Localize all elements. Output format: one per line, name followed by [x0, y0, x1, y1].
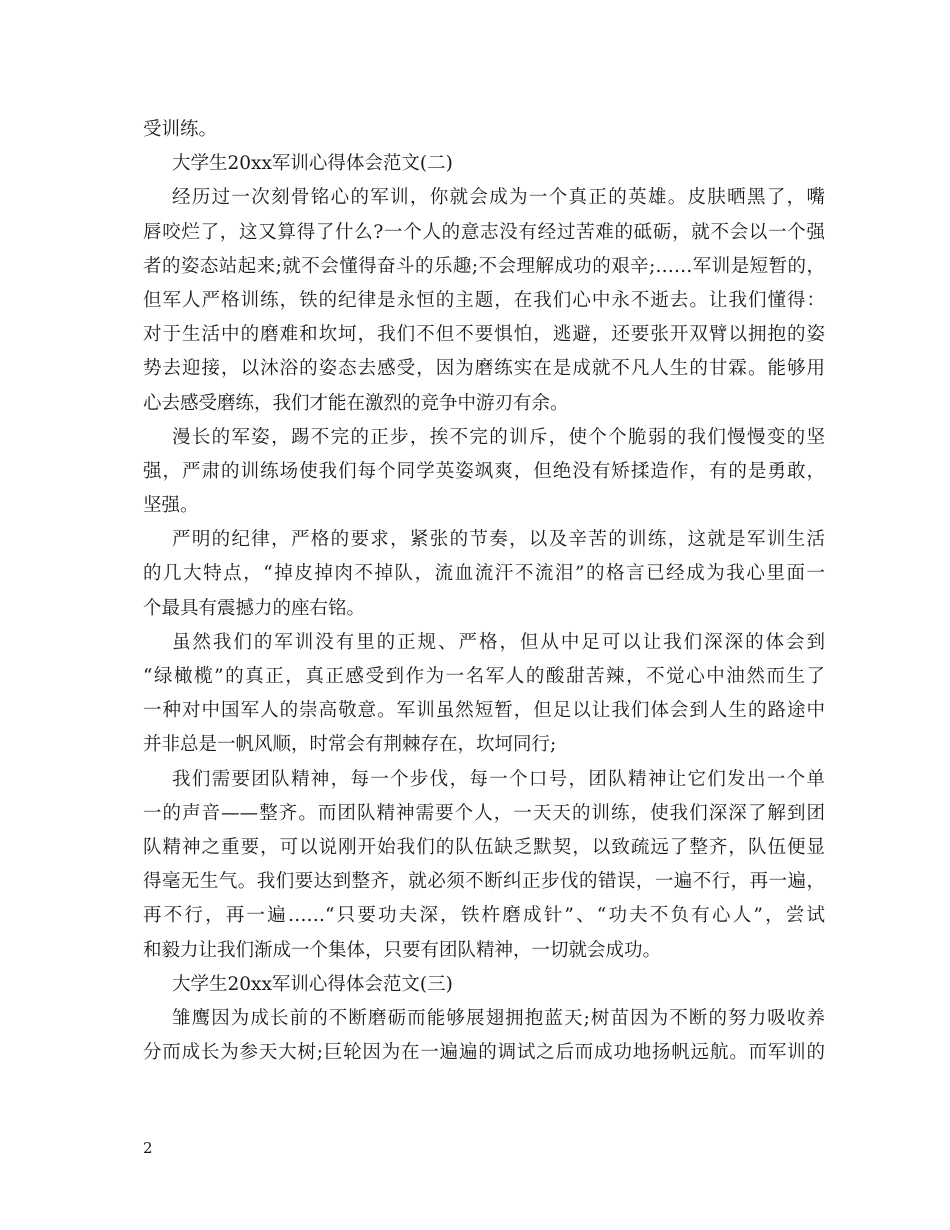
text-line: 一的声音——整齐。而团队精神需要个人，一天天的训练，使我们深深了解到团: [143, 802, 825, 824]
text-line: 坚强。: [143, 495, 199, 517]
text-line: 雏鹰因为成长前的不断磨砺而能够展翅拥抱蓝天;树苗因为不断的努力吸收养: [172, 1007, 825, 1029]
document-body: [143, 113, 825, 1070]
text-line: 强，严肃的训练场使我们每个同学英姿飒爽，但绝没有矫揉造作，有的是勇敢，: [143, 460, 825, 482]
text-line: 我们需要团队精神，每一个步伐，每一个口号，团队精神让它们发出一个单: [172, 768, 825, 790]
text-line: 势去迎接，以沐浴的姿态去感受，因为磨练实在是成就不凡人生的甘霖。能够用: [143, 358, 825, 380]
text-line: 虽然我们的军训没有里的正规、严格，但从中足可以让我们深深的体会到: [172, 631, 825, 653]
text-line: 个最具有震撼力的座右铭。: [143, 597, 366, 619]
text-line: 对于生活中的磨难和坎坷，我们不但不要惧怕，逃避，还要张开双臂以拥抱的姿: [143, 324, 825, 346]
text-line: 再不行，再一遍……“只要功夫深，铁杵磨成针”、“功夫不负有心人”，尝试: [143, 905, 825, 927]
text-line: 得毫无生气。我们要达到整齐，就必须不断纠正步伐的错误，一遍不行，再一遍，: [143, 871, 825, 893]
page-number: 2: [143, 1139, 153, 1157]
text-line: 但军人严格训练，铁的纪律是永恒的主题，在我们心中永不逝去。让我们懂得：: [143, 289, 825, 311]
text-line: 受训练。: [143, 119, 218, 140]
text-line: 大学生20xx军训心得体会范文(三): [172, 973, 453, 995]
text-line: 漫长的军姿，踢不完的正步，挨不完的训斥，使个个脆弱的我们慢慢变的坚: [172, 426, 825, 448]
text-line: 队精神之重要，可以说刚开始我们的队伍缺乏默契，以致疏远了整齐，队伍便显: [143, 836, 825, 858]
text-line: 和毅力让我们渐成一个集体，只要有团队精神，一切就会成功。: [143, 939, 662, 961]
text-line: 并非总是一帆风顺，时常会有荆棘存在，坎坷同行;: [143, 734, 557, 756]
text-line: 心去感受磨练，我们才能在激烈的竞争中游刃有余。: [143, 392, 569, 414]
text-line: 的几大特点，“掉皮掉肉不掉队，流血流汗不流泪”的格言已经成为我心里面一: [143, 563, 825, 585]
text-line: “绿橄榄”的真正，真正感受到作为一名军人的酸甜苦辣，不觉心中油然而生了: [143, 666, 825, 687]
text-line: 一种对中国军人的崇高敬意。军训虽然短暂，但足以让我们体会到人生的路途中: [143, 700, 825, 722]
text-line: 严明的纪律，严格的要求，紧张的节奏，以及辛苦的训练，这就是军训生活: [172, 529, 825, 551]
text-line: 大学生20xx军训心得体会范文(二): [172, 153, 453, 175]
text-line: 者的姿态站起来;就不会懂得奋斗的乐趣;不会理解成功的艰辛;……军训是短暂的，: [143, 255, 825, 277]
text-line: 分而成长为参天大树;巨轮因为在一遍遍的调试之后而成功地扬帆远航。而军训的: [143, 1042, 825, 1064]
text-line: 经历过一次刻骨铭心的军训，你就会成为一个真正的英雄。皮肤晒黑了，嘴: [172, 187, 825, 209]
text-line: 唇咬烂了，这又算得了什么?一个人的意志没有经过苦难的砥砺，就不会以一个强: [143, 221, 825, 243]
